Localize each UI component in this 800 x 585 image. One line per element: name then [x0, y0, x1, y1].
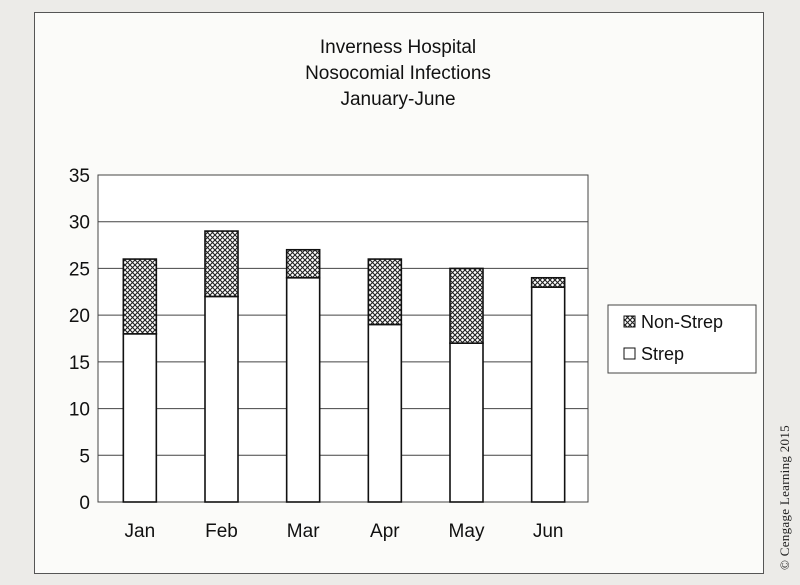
y-tick-label: 20 — [68, 306, 90, 328]
chart-title-line-1: Inverness Hospital — [319, 37, 477, 58]
chart-title-line-3: January-June — [340, 89, 456, 110]
y-tick-label: 25 — [68, 259, 90, 281]
plot-area — [98, 175, 588, 502]
x-tick-label: Feb — [205, 521, 238, 542]
y-tick-label: 35 — [68, 166, 90, 187]
bar-strep-may — [450, 343, 483, 502]
bar-non-strep-jan — [123, 259, 156, 334]
legend-label-strep: Strep — [641, 344, 685, 364]
y-tick-label: 0 — [79, 493, 90, 514]
bar-non-strep-apr — [368, 259, 401, 324]
chart-title-line-2: Nosocomial Infections — [305, 63, 491, 84]
legend-swatch-non-strep — [624, 316, 635, 327]
bar-non-strep-may — [450, 268, 483, 343]
x-tick-label: Mar — [286, 521, 320, 542]
y-tick-label: 15 — [68, 352, 90, 374]
y-tick-label: 10 — [68, 399, 90, 421]
y-tick-label: 5 — [79, 446, 90, 468]
bar-strep-jun — [532, 287, 565, 502]
x-tick-label: May — [448, 521, 485, 542]
bar-non-strep-jun — [532, 278, 565, 287]
bar-strep-mar — [287, 278, 320, 502]
x-tick-label: Jan — [124, 521, 156, 542]
y-tick-label: 30 — [68, 212, 90, 234]
bar-strep-jan — [123, 334, 156, 502]
legend — [608, 305, 756, 373]
copyright-text: © Cengage Learning 2015 — [777, 425, 792, 570]
bar-non-strep-mar — [287, 250, 320, 278]
bar-strep-feb — [205, 296, 238, 502]
legend-label-non-strep: Non-Strep — [641, 312, 724, 332]
x-tick-label: Apr — [370, 521, 400, 542]
bar-strep-apr — [368, 324, 401, 502]
bar-non-strep-feb — [205, 231, 238, 296]
x-tick-label: Jun — [532, 521, 564, 542]
legend-swatch-strep — [624, 348, 635, 359]
